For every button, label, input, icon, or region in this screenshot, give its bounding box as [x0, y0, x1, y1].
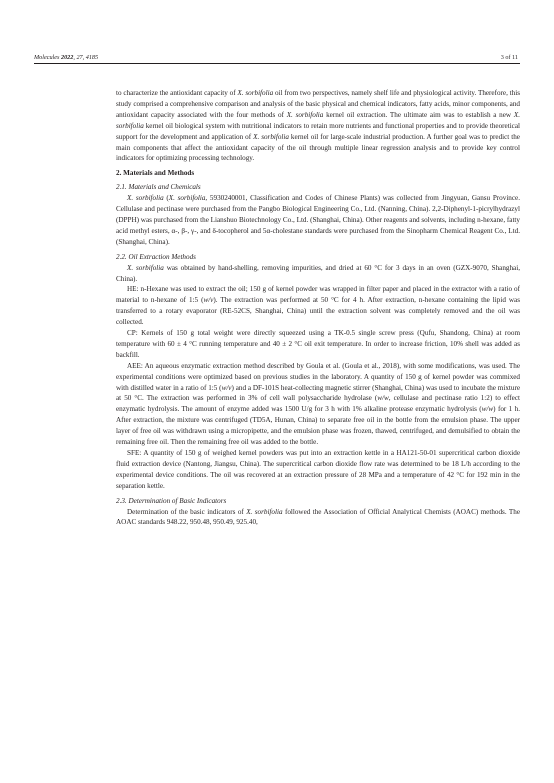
subsection-heading: 2.1. Materials and Chemicals: [116, 183, 201, 192]
section-heading: 2. Materials and Methods: [116, 169, 195, 178]
journal-citation: Molecules 2022, 27, 4185: [34, 54, 99, 61]
aee-paragraph: [116, 361, 520, 448]
header-rule: [34, 63, 520, 64]
text-run: kernel oil for large-scale industrial production. A further goal was to predict the main components that affect the antioxidant capacity of the oil through multiple linear regression analysis and to provide key control indicators for optimizing processing technology.: [116, 132, 520, 163]
text-run: (: [163, 194, 169, 203]
italic-run: w/w: [377, 394, 389, 403]
text-run: kernel oil extraction. The ultimate aim was to establish a new: [323, 110, 514, 119]
text-run: , 5930240001, Classification and Codes of Chinese Plants) was collected from Jingyuan, Gansu Province. Cellulase and pectinase were purchased from the Pangbo Biological Engineering Co., Ltd. (Nanning, China). 2,2-Diphenyl-1-picrylhydrazyl (DPPH) was purchased from the Lianshuo Biotechnology Co., Ltd. (Shanghai, China). Other reagents and solvents, including n-hexane, fatty acid methyl esters, α-, β-, γ-, and δ-tocopherol and 5α-cholestane standards were purchased from the Sinopharm Chemical Reagent Co., Ltd. (Shanghai, China).: [116, 194, 521, 246]
text-run: , cellulase and pectinase ratio 1:2) to effect enzymatic hydrolysis. The amount of enzyme added was 1500 U/g for 3 h with 1% alkaline protease enzymatic hydrolysis (: [116, 394, 520, 414]
extraction-intro-paragraph: [116, 263, 520, 285]
page-number: 3 of 11: [500, 54, 518, 61]
text-run: ). The extraction was performed at 50 °C for 4 h. After extraction, n-hexane containing the lipid was transferred to a rotary evaporator (RE-52CS, Shanghai, China) until the extraction solvent was completely removed and the oil was collected.: [116, 296, 520, 327]
cp-paragraph: [116, 328, 520, 361]
text-run: Determination of the basic indicators of: [127, 507, 247, 516]
text-run: CP: Kernels of 150 g total weight were directly squeezed using a TK-0.5 single screw press (Qufu, Shandong, China) at room temperature with 60 ± 4 °C running temperature and 40 ± 2 °C oil exit temperature. In order to increase friction, 10% shell was added as backfill.: [116, 329, 520, 359]
text-run: kernel oil biological system with nutritional indicators to retain more nutrients and functional properties and to provide theoretical support for the development and application of: [116, 121, 520, 141]
sfe-paragraph: [116, 448, 520, 492]
italic-run: X. sorbifolia: [286, 110, 324, 119]
text-run: SFE: A quantity of 150 g of weighed kernel powders was put into an extraction kettle in a HA121-50-01 supercritical carbon dioxide fluid extraction device (Nantong, Jiangsu, China). The supercritical carbon dioxide flow rate was determined to be 18 L/h according to the experimental device conditions. The oil was recovered at an extraction pressure of 28 MPa and a temperature of 42 °C for 192 min in the separation kettle.: [116, 449, 520, 490]
basic-indicators-paragraph: [116, 507, 520, 529]
he-paragraph: [116, 284, 520, 328]
italic-run: w/v: [221, 383, 232, 392]
text-run: followed the Association of Official Analytical Chemists (AOAC) methods. The AOAC standards 948.22, 950.48, 950.49, 925.40,: [116, 507, 520, 527]
subsection-heading: 2.2. Oil Extraction Methods: [116, 252, 196, 261]
italic-run: w/w: [481, 405, 494, 414]
text-run: was obtained by hand-shelling, removing impurities, and dried at 60 °C for 3 days in an oven (GZX-9070, Shanghai, China).: [116, 263, 520, 283]
text-run: AEE: An aqueous enzymatic extraction method described by Goula et al. (Goula et al., 2018), with some modifications, was used. The experimental conditions were optimized based on previous studies in the laboratory. A quantity of 150 g of kernel powder was commixed with distilled water in a ratio of 1:5 (: [116, 361, 520, 392]
italic-run: X. sorbifolia: [127, 194, 164, 203]
italic-run: X. sorbifolia: [127, 263, 164, 272]
italic-run: X. sorbifolia: [116, 110, 520, 130]
text-run: HE: n-Hexane was used to extract the oil; 150 g of kernel powder was wrapped in filter paper and placed in the extractor with a ratio of material to n-hexane of 1:5 (: [116, 285, 520, 305]
text-run: oil from two perspectives, namely shelf life and physiological activity. Therefore, this study comprised a comprehensive comparison and analysis of the basic physical and chemical indicators, fatty acids, minor components, and antioxidant capacity associated with the four methods of: [116, 89, 521, 119]
article-body: [116, 88, 520, 528]
subsection-heading: 2.3. Determination of Basic Indicators: [116, 496, 227, 505]
materials-paragraph: [116, 193, 520, 248]
italic-run: w/v: [203, 296, 214, 305]
italic-run: X. sorbifolia: [237, 89, 274, 97]
text-run: ) for 1 h. After extraction, the mixture was centrifuged (TD5A, Hunan, China) to separate free oil in the bottle from the emulsion phase. The upper layer of free oil was withdrawn using a micropipette, and the emulsion phase was frozen, thawed, centrifuged, and demulsified to obtain the remaining free oil. Then the remaining free oil was added to the bottle.: [116, 405, 520, 447]
italic-run: X. sorbifolia: [253, 132, 289, 141]
text-run: ) and a DF-101S heat-collecting magnetic stirrer (Shanghai, China) was used to incubate the mixture at 50 °C. The extraction was performed in 3% of cell wall polysaccharide hydrolase (: [116, 383, 520, 403]
text-run: to characterize the antioxidant capacity of: [116, 89, 238, 97]
intro-paragraph: [116, 88, 520, 164]
italic-run: X. sorbifolia: [246, 507, 283, 516]
italic-run: X. sorbifolia: [168, 194, 206, 203]
